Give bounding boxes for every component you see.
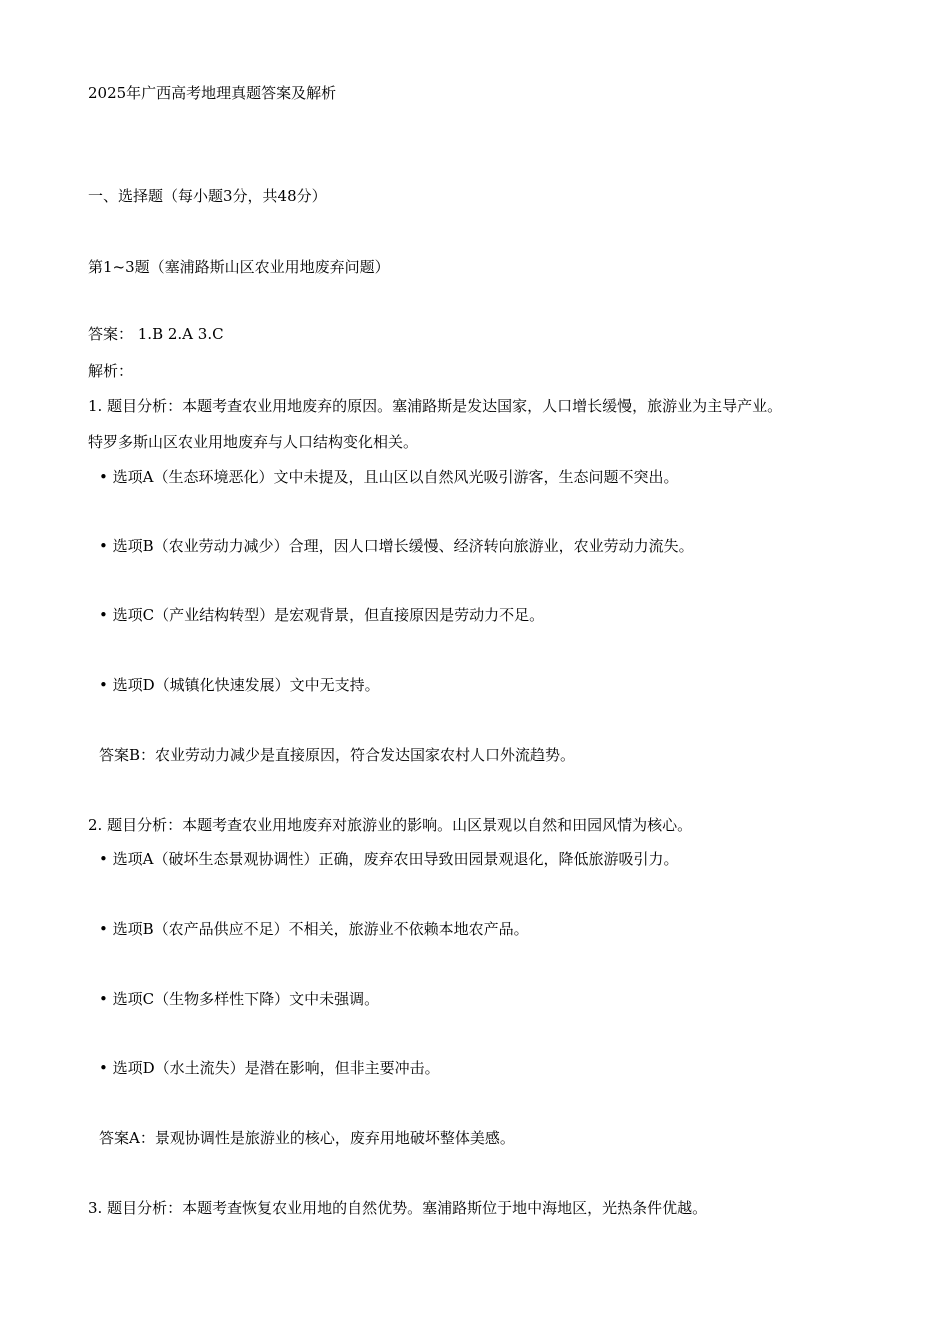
q1-option-b: • 选项B（农业劳动力减少）合理，因人口增长缓慢、经济转向旅游业，农业劳动力流失。 xyxy=(99,537,694,555)
q2-option-d: • 选项D（水土流失）是潜在影响，但非主要冲击。 xyxy=(99,1059,440,1077)
q2-option-c: • 选项C（生物多样性下降）文中未强调。 xyxy=(99,990,380,1008)
q1-option-c: • 选项C（产业结构转型）是宏观背景，但直接原因是劳动力不足。 xyxy=(99,606,545,624)
q3-analysis: 3. 题目分析：本题考查恢复农业用地的自然优势。塞浦路斯位于地中海地区，光热条件优越。 xyxy=(88,1199,708,1217)
section-heading: 一、选择题（每小题3分，共48分） xyxy=(88,187,327,205)
q1-analysis-line-1: 1. 题目分析：本题考查农业用地废弃的原因。塞浦路斯是发达国家，人口增长缓慢，旅游业为主导产业。 xyxy=(88,397,783,415)
question-group-heading: 第1~3题（塞浦路斯山区农业用地废弃问题） xyxy=(88,258,390,276)
answers-line: 答案： 1.B 2.A 3.C xyxy=(88,325,224,343)
doc-title: 2025年广西高考地理真题答案及解析 xyxy=(88,84,337,102)
q2-option-b: • 选项B（农产品供应不足）不相关，旅游业不依赖本地农产品。 xyxy=(99,920,529,938)
q1-option-a: • 选项A（生态环境恶化）文中未提及，且山区以自然风光吸引游客，生态问题不突出。 xyxy=(99,468,679,486)
q1-analysis-line-2: 特罗多斯山区农业用地废弃与人口结构变化相关。 xyxy=(88,433,419,451)
q1-conclusion: 答案B：农业劳动力减少是直接原因，符合发达国家农村人口外流趋势。 xyxy=(99,746,576,764)
q2-analysis: 2. 题目分析：本题考查农业用地废弃对旅游业的影响。山区景观以自然和田园风情为核心。 xyxy=(88,816,693,834)
analysis-label: 解析： xyxy=(88,362,134,380)
q2-conclusion: 答案A：景观协调性是旅游业的核心，废弃用地破坏整体美感。 xyxy=(99,1129,515,1147)
q2-option-a: • 选项A（破坏生态景观协调性）正确，废弃农田导致田园景观退化，降低旅游吸引力。 xyxy=(99,850,679,868)
q1-option-d: • 选项D（城镇化快速发展）文中无支持。 xyxy=(99,676,380,694)
